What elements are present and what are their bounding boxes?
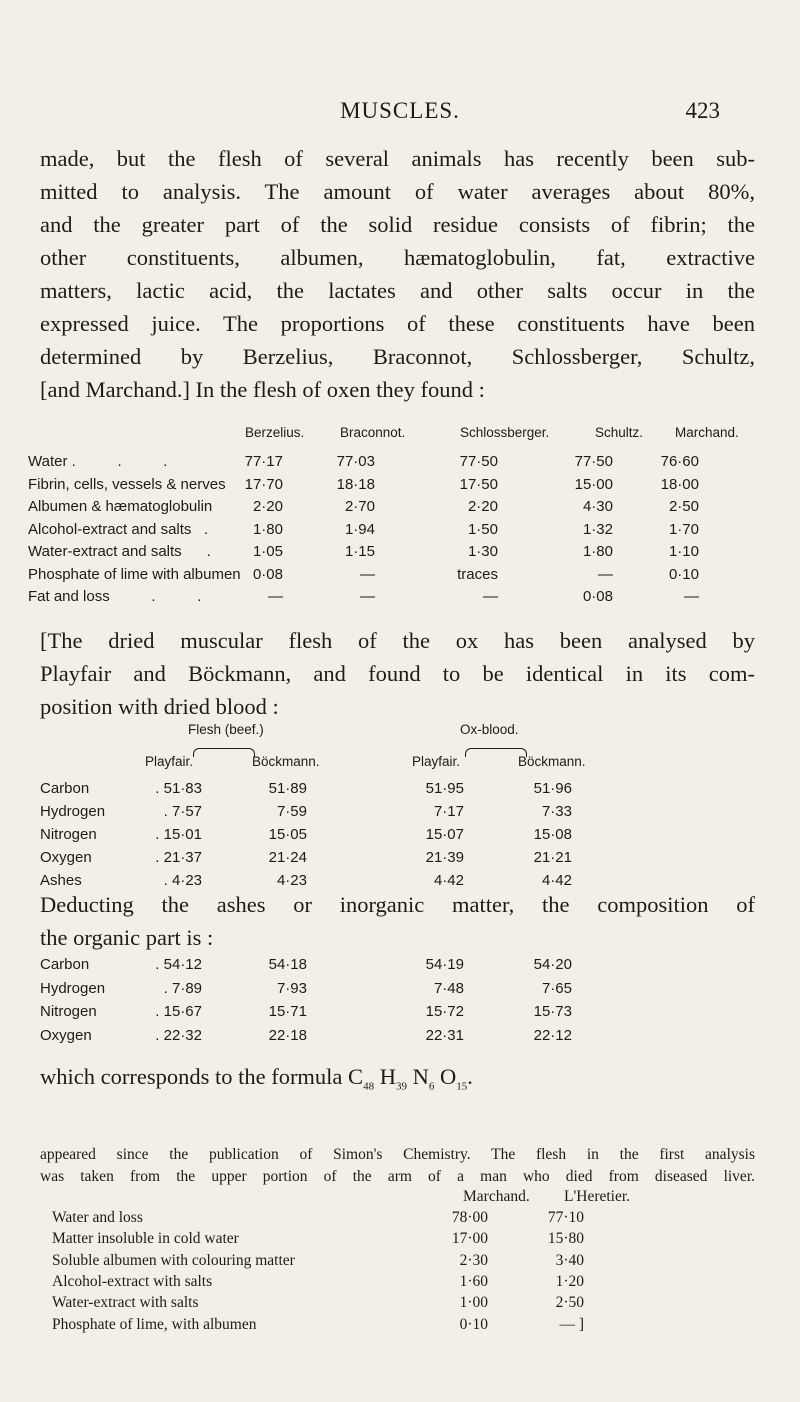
text-line: expressed juice. The proportions of these constituents have been: [40, 311, 755, 336]
text-line: other constituents, albumen, hæmatoglobulin, fat, extractive: [40, 245, 755, 270]
table-cell: 7·93: [276, 979, 307, 997]
table-cell: 77·17: [244, 453, 283, 470]
row-label: Oxygen: [40, 849, 92, 866]
column-header: Berzelius.: [245, 425, 305, 440]
column-header: Braconnot.: [340, 425, 406, 440]
table-cell: 1·80: [252, 520, 283, 538]
table-cell: 2·70: [344, 498, 375, 515]
table-cell: 54·20: [533, 956, 572, 973]
table-cell: 1·30: [467, 543, 498, 560]
table-cell: —: [360, 588, 375, 605]
table-cell: 1·60: [459, 1272, 488, 1290]
formula-line: [40, 1060, 740, 1104]
formula-text: N: [406, 1064, 429, 1089]
row-label: Carbon: [40, 780, 90, 797]
table-cell: . 4·23: [163, 872, 202, 889]
table-cell: 7·17: [433, 803, 464, 820]
text-line: matters, lactic acid, the lactates and other salts occur in the: [40, 278, 755, 303]
formula-text: which corresponds to the formula C: [40, 1064, 364, 1089]
table-cell: 17·70: [244, 475, 283, 493]
table-cell: 77·03: [336, 453, 375, 470]
table-cell: 0·08: [582, 588, 613, 605]
running-title: MUSCLES.: [340, 98, 460, 123]
row-label: Phosphate of lime with albumen: [28, 565, 241, 583]
formula-subscript: 15: [456, 1080, 468, 1093]
table-cell: —: [360, 565, 375, 583]
table-cell: 51·89: [268, 780, 307, 797]
footnote: [40, 1144, 755, 1188]
table-cell: 22·18: [268, 1026, 307, 1044]
organic-part-table: [40, 956, 760, 1056]
table-cell: 15·71: [268, 1003, 307, 1020]
table-cell: 2·30: [459, 1251, 488, 1269]
group-header: Flesh (beef.): [188, 722, 264, 737]
table-cell: 15·73: [533, 1003, 572, 1020]
row-label: Albumen & hæmatoglobulin: [28, 498, 213, 515]
ox-flesh-table: [28, 425, 760, 605]
text-line: and the greater part of the solid residue consists of fibrin; the: [40, 212, 755, 237]
row-label: Nitrogen: [40, 1003, 97, 1020]
table-cell: 2·50: [555, 1294, 584, 1312]
table-cell: 77·10: [547, 1209, 584, 1226]
table-cell: . 7·57: [163, 803, 202, 820]
table-row: [40, 849, 760, 872]
row-label: Water and loss: [52, 1209, 143, 1226]
formula-subscript: 48: [363, 1080, 375, 1093]
page-number: 423: [685, 98, 720, 123]
table-cell: 7·48: [433, 979, 464, 997]
table-cell: 15·08: [533, 826, 572, 843]
table-cell: 2·50: [668, 498, 699, 515]
table-row: [40, 803, 760, 826]
table-cell: 78·00: [451, 1209, 488, 1226]
table-cell: 2·20: [467, 498, 498, 515]
table-row: [28, 453, 760, 476]
row-label: Fibrin, cells, vessels & nerves: [28, 475, 226, 493]
table-cell: 18·00: [660, 475, 699, 493]
text-line: the organic part is :: [40, 925, 214, 950]
table-cell: 21·21: [533, 849, 572, 866]
column-header: Marchand.: [463, 1188, 530, 1205]
row-label: Ashes: [40, 872, 82, 889]
intro-paragraph: [40, 142, 755, 406]
formula-subscript: 6: [428, 1080, 435, 1093]
table-cell: 1·70: [668, 520, 699, 538]
table-row: [40, 980, 760, 1004]
dried-flesh-paragraph: [40, 624, 755, 723]
column-header: L'Heretier.: [564, 1188, 631, 1205]
table-cell: 3·40: [555, 1251, 584, 1269]
table-cell: 7·65: [541, 979, 572, 997]
row-label: Water-extract and salts .: [28, 543, 211, 560]
table-cell: 4·42: [433, 872, 464, 889]
table-cell: . 15·01: [155, 826, 202, 843]
table-cell: 1·00: [459, 1294, 488, 1312]
formula-text: .: [467, 1064, 473, 1089]
table-row: [28, 498, 760, 521]
row-label: Fat and loss . .: [28, 588, 202, 605]
row-label: Water-extract with salts: [52, 1294, 199, 1312]
table-row: [28, 520, 760, 544]
table-cell: . 54·12: [155, 956, 202, 973]
table-cell: —: [684, 588, 699, 605]
table-cell: 4·23: [276, 872, 307, 889]
row-label: Water . . .: [28, 453, 168, 470]
formula-subscript: 39: [395, 1080, 407, 1093]
table-cell: . 21·37: [155, 849, 202, 866]
table-row: [40, 1003, 760, 1027]
formula-text: H: [374, 1064, 396, 1089]
table-cell: 7·59: [276, 803, 307, 820]
text-line: mitted to analysis. The amount of water averages about 80%,: [40, 179, 755, 204]
column-header: Böckmann.: [518, 754, 586, 769]
row-label: Alcohol-extract with salts: [52, 1272, 213, 1290]
text-line: [The dried muscular flesh of the ox has been analysed by: [40, 628, 755, 653]
table-row: [40, 1252, 760, 1273]
table-cell: 15·72: [425, 1003, 464, 1020]
table-cell: 77·50: [459, 453, 498, 470]
column-header: Schlossberger.: [460, 425, 550, 440]
table-cell: —: [483, 588, 498, 605]
table-cell: 15·80: [547, 1230, 584, 1248]
table-cell: 7·33: [541, 803, 572, 820]
table-cell: 77·50: [574, 453, 613, 470]
table-row: [28, 588, 760, 611]
column-header: Böckmann.: [252, 754, 320, 769]
table-row: [28, 543, 760, 566]
page-header: [0, 98, 800, 128]
table-row: [40, 1230, 760, 1251]
footnote-line: appeared since the publication of Simon's Chemistry. The flesh in the first analysis: [40, 1146, 755, 1163]
table-cell: 22·12: [533, 1026, 572, 1044]
table-cell: 1·10: [668, 543, 699, 560]
row-label: Carbon: [40, 956, 90, 973]
footnote-line: was taken from the upper portion of the arm of a man who died from diseased liver.: [40, 1168, 755, 1185]
group-header: Ox-blood.: [460, 722, 519, 737]
table-cell: —: [598, 565, 613, 583]
text-line: position with dried blood :: [40, 694, 279, 719]
text-line: made, but the flesh of several animals has recently been sub-: [40, 146, 755, 171]
table-cell: 51·96: [533, 780, 572, 797]
table-cell: 4·30: [582, 498, 613, 515]
marchand-heretier-table: [40, 1188, 760, 1388]
table-row: [28, 565, 760, 589]
row-label: Hydrogen: [40, 803, 106, 820]
table-cell: 17·00: [451, 1230, 488, 1248]
table-cell: 76·60: [660, 453, 699, 470]
text-line: Playfair and Böckmann, and found to be identical in its com-: [40, 661, 755, 686]
table-cell: —: [268, 588, 283, 605]
table-cell: 0·10: [668, 565, 699, 583]
text-line: Deducting the ashes or inorganic matter, the composition of: [40, 892, 755, 917]
text-line: [and Marchand.] In the flesh of oxen they found :: [40, 377, 485, 402]
row-label: Nitrogen: [40, 826, 97, 843]
table-cell: traces: [457, 565, 498, 583]
table-cell: . 22·32: [155, 1026, 202, 1044]
table-cell: 21·24: [268, 849, 307, 866]
table-cell: 54·19: [425, 956, 464, 973]
table-cell: 4·42: [541, 872, 572, 889]
brace-flesh: [193, 748, 255, 757]
table-cell: — ]: [559, 1315, 584, 1333]
table-cell: 15·05: [268, 826, 307, 843]
table-cell: 1·80: [582, 543, 613, 560]
table-row: [40, 956, 760, 980]
table-cell: 1·15: [344, 543, 375, 560]
table-row: [40, 826, 760, 849]
column-header: Marchand.: [675, 425, 739, 440]
table-cell: . 7·89: [163, 979, 202, 997]
text-line: determined by Berzelius, Braconnot, Schlossberger, Schultz,: [40, 344, 755, 369]
table-cell: 1·94: [344, 520, 375, 538]
column-header: Schultz.: [595, 425, 644, 440]
table-row: [40, 1027, 760, 1051]
table-cell: 1·05: [252, 543, 283, 560]
table-cell: 15·07: [425, 826, 464, 843]
table-cell: 1·20: [555, 1272, 584, 1290]
table-cell: . 51·83: [155, 780, 202, 797]
row-label: Soluble albumen with colouring matter: [52, 1251, 295, 1269]
table-cell: 51·95: [425, 780, 464, 797]
table-row: [40, 1209, 760, 1230]
table-row: [40, 1294, 760, 1315]
table-cell: 21·39: [425, 849, 464, 866]
table-cell: 22·31: [425, 1026, 464, 1044]
table-row: [40, 1316, 760, 1337]
row-label: Matter insoluble in cold water: [52, 1230, 239, 1248]
table-cell: 17·50: [459, 475, 498, 493]
row-label: Hydrogen: [40, 979, 106, 997]
table-cell: 2·20: [252, 498, 283, 515]
table-row: [40, 1273, 760, 1294]
formula-text: O: [434, 1064, 457, 1089]
column-header: Playfair.: [412, 754, 461, 769]
table-row: [28, 475, 760, 499]
column-header: Playfair.: [145, 754, 194, 769]
flesh-blood-table: [40, 722, 760, 889]
deduction-paragraph: [40, 888, 755, 954]
table-cell: 1·32: [582, 520, 613, 538]
table-cell: 54·18: [268, 956, 307, 973]
table-cell: 15·00: [574, 475, 613, 493]
table-cell: 0·10: [459, 1315, 488, 1333]
table-cell: 1·50: [467, 520, 498, 538]
row-label: Alcohol-extract and salts .: [28, 520, 209, 538]
table-cell: 0·08: [252, 565, 283, 583]
table-cell: 18·18: [336, 475, 375, 493]
table-row: [40, 780, 760, 803]
row-label: Oxygen: [40, 1026, 92, 1044]
row-label: Phosphate of lime, with albumen: [52, 1315, 257, 1333]
table-cell: . 15·67: [155, 1003, 202, 1020]
